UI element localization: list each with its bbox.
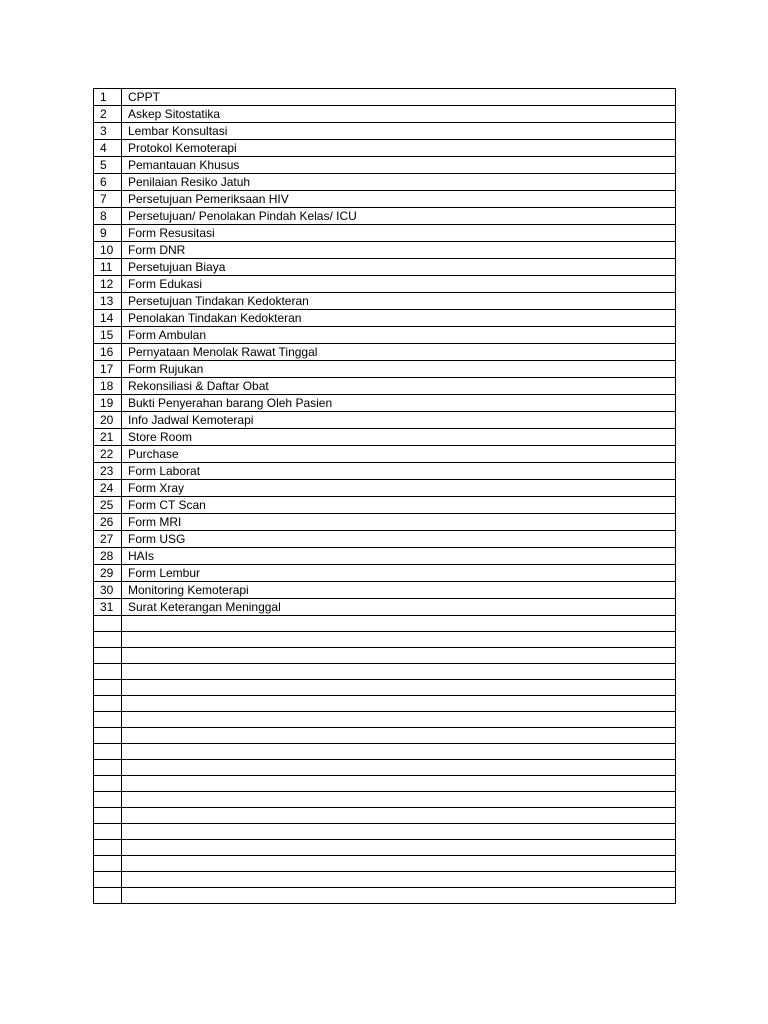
row-number-cell xyxy=(94,824,122,840)
form-name-cell xyxy=(122,696,676,712)
form-name-cell xyxy=(122,744,676,760)
document-page xyxy=(93,88,676,904)
table-row xyxy=(94,616,676,632)
row-number-cell: 9 xyxy=(94,225,122,242)
form-name-cell: Lembar Konsultasi xyxy=(122,123,676,140)
row-number-cell xyxy=(94,872,122,888)
table-row xyxy=(94,531,676,548)
row-number-cell xyxy=(94,632,122,648)
table-row xyxy=(94,632,676,648)
form-name-cell: Form Laborat xyxy=(122,463,676,480)
row-number-cell: 23 xyxy=(94,463,122,480)
table-row xyxy=(94,174,676,191)
form-name-cell: Purchase xyxy=(122,446,676,463)
form-name-cell: Form Lembur xyxy=(122,565,676,582)
row-number-cell xyxy=(94,856,122,872)
form-name-cell: Bukti Penyerahan barang Oleh Pasien xyxy=(122,395,676,412)
row-number-cell: 24 xyxy=(94,480,122,497)
form-name-cell: Surat Keterangan Meninggal xyxy=(122,599,676,616)
form-name-cell: Form USG xyxy=(122,531,676,548)
table-row xyxy=(94,565,676,582)
row-number-cell: 25 xyxy=(94,497,122,514)
table-row xyxy=(94,106,676,123)
table-row xyxy=(94,840,676,856)
table-row xyxy=(94,548,676,565)
table-row xyxy=(94,728,676,744)
table-row xyxy=(94,888,676,904)
form-name-cell: Rekonsiliasi & Daftar Obat xyxy=(122,378,676,395)
table-row xyxy=(94,824,676,840)
form-name-cell: Monitoring Kemoterapi xyxy=(122,582,676,599)
form-name-cell: Store Room xyxy=(122,429,676,446)
form-name-cell: Form Rujukan xyxy=(122,361,676,378)
row-number-cell: 17 xyxy=(94,361,122,378)
row-number-cell xyxy=(94,808,122,824)
form-name-cell: Form DNR xyxy=(122,242,676,259)
table-row xyxy=(94,712,676,728)
form-name-cell: Form Ambulan xyxy=(122,327,676,344)
row-number-cell: 7 xyxy=(94,191,122,208)
row-number-cell xyxy=(94,728,122,744)
table-row xyxy=(94,242,676,259)
row-number-cell xyxy=(94,648,122,664)
table-row xyxy=(94,123,676,140)
form-name-cell xyxy=(122,824,676,840)
table-row xyxy=(94,259,676,276)
form-name-cell: Penilaian Resiko Jatuh xyxy=(122,174,676,191)
table-row xyxy=(94,808,676,824)
row-number-cell xyxy=(94,664,122,680)
form-name-cell xyxy=(122,856,676,872)
form-name-cell: Form Resusitasi xyxy=(122,225,676,242)
form-name-cell: Form CT Scan xyxy=(122,497,676,514)
table-row xyxy=(94,429,676,446)
row-number-cell: 28 xyxy=(94,548,122,565)
form-name-cell xyxy=(122,760,676,776)
row-number-cell: 21 xyxy=(94,429,122,446)
row-number-cell: 2 xyxy=(94,106,122,123)
table-row xyxy=(94,744,676,760)
table-row xyxy=(94,872,676,888)
form-name-cell: Persetujuan/ Penolakan Pindah Kelas/ ICU xyxy=(122,208,676,225)
form-name-cell: Persetujuan Pemeriksaan HIV xyxy=(122,191,676,208)
form-name-cell: CPPT xyxy=(122,89,676,106)
table-row xyxy=(94,191,676,208)
table-row xyxy=(94,792,676,808)
table-row xyxy=(94,664,676,680)
row-number-cell xyxy=(94,744,122,760)
form-name-cell xyxy=(122,712,676,728)
row-number-cell xyxy=(94,680,122,696)
form-name-cell xyxy=(122,792,676,808)
table-row xyxy=(94,378,676,395)
form-name-cell xyxy=(122,776,676,792)
table-row xyxy=(94,327,676,344)
table-row xyxy=(94,856,676,872)
row-number-cell: 26 xyxy=(94,514,122,531)
table-row xyxy=(94,582,676,599)
table-row xyxy=(94,157,676,174)
table-row xyxy=(94,446,676,463)
table-row xyxy=(94,680,676,696)
row-number-cell: 19 xyxy=(94,395,122,412)
table-row xyxy=(94,361,676,378)
row-number-cell: 27 xyxy=(94,531,122,548)
row-number-cell xyxy=(94,712,122,728)
table-row xyxy=(94,276,676,293)
row-number-cell: 10 xyxy=(94,242,122,259)
table-row xyxy=(94,293,676,310)
form-name-cell: Protokol Kemoterapi xyxy=(122,140,676,157)
table-row xyxy=(94,648,676,664)
form-name-cell xyxy=(122,872,676,888)
form-name-cell xyxy=(122,728,676,744)
form-name-cell: Pernyataan Menolak Rawat Tinggal xyxy=(122,344,676,361)
table-row xyxy=(94,412,676,429)
table-row xyxy=(94,225,676,242)
table-row xyxy=(94,776,676,792)
form-name-cell xyxy=(122,616,676,632)
row-number-cell: 20 xyxy=(94,412,122,429)
row-number-cell: 15 xyxy=(94,327,122,344)
row-number-cell: 12 xyxy=(94,276,122,293)
form-name-cell xyxy=(122,632,676,648)
table-row xyxy=(94,497,676,514)
form-list-table xyxy=(93,88,676,904)
row-number-cell: 22 xyxy=(94,446,122,463)
row-number-cell: 31 xyxy=(94,599,122,616)
table-row xyxy=(94,760,676,776)
table-row xyxy=(94,344,676,361)
row-number-cell: 4 xyxy=(94,140,122,157)
row-number-cell: 6 xyxy=(94,174,122,191)
row-number-cell: 3 xyxy=(94,123,122,140)
form-name-cell xyxy=(122,680,676,696)
row-number-cell xyxy=(94,760,122,776)
form-name-cell: Info Jadwal Kemoterapi xyxy=(122,412,676,429)
row-number-cell: 18 xyxy=(94,378,122,395)
row-number-cell xyxy=(94,840,122,856)
form-name-cell: Askep Sitostatika xyxy=(122,106,676,123)
form-name-cell: Form MRI xyxy=(122,514,676,531)
row-number-cell: 13 xyxy=(94,293,122,310)
row-number-cell: 14 xyxy=(94,310,122,327)
row-number-cell: 5 xyxy=(94,157,122,174)
table-row xyxy=(94,480,676,497)
table-row xyxy=(94,89,676,106)
form-name-cell xyxy=(122,840,676,856)
row-number-cell: 30 xyxy=(94,582,122,599)
row-number-cell xyxy=(94,616,122,632)
form-name-cell xyxy=(122,888,676,904)
row-number-cell xyxy=(94,696,122,712)
row-number-cell: 11 xyxy=(94,259,122,276)
form-list-body xyxy=(94,89,676,904)
table-row xyxy=(94,696,676,712)
table-row xyxy=(94,463,676,480)
row-number-cell xyxy=(94,776,122,792)
form-name-cell: Form Edukasi xyxy=(122,276,676,293)
table-row xyxy=(94,514,676,531)
table-row xyxy=(94,599,676,616)
row-number-cell: 16 xyxy=(94,344,122,361)
form-name-cell: HAIs xyxy=(122,548,676,565)
form-name-cell: Penolakan Tindakan Kedokteran xyxy=(122,310,676,327)
form-name-cell: Form Xray xyxy=(122,480,676,497)
form-name-cell xyxy=(122,648,676,664)
row-number-cell: 29 xyxy=(94,565,122,582)
form-name-cell: Persetujuan Biaya xyxy=(122,259,676,276)
form-name-cell: Pemantauan Khusus xyxy=(122,157,676,174)
table-row xyxy=(94,140,676,157)
table-row xyxy=(94,310,676,327)
row-number-cell xyxy=(94,888,122,904)
form-name-cell: Persetujuan Tindakan Kedokteran xyxy=(122,293,676,310)
table-row xyxy=(94,395,676,412)
form-name-cell xyxy=(122,664,676,680)
row-number-cell: 1 xyxy=(94,89,122,106)
table-row xyxy=(94,208,676,225)
form-name-cell xyxy=(122,808,676,824)
row-number-cell xyxy=(94,792,122,808)
row-number-cell: 8 xyxy=(94,208,122,225)
